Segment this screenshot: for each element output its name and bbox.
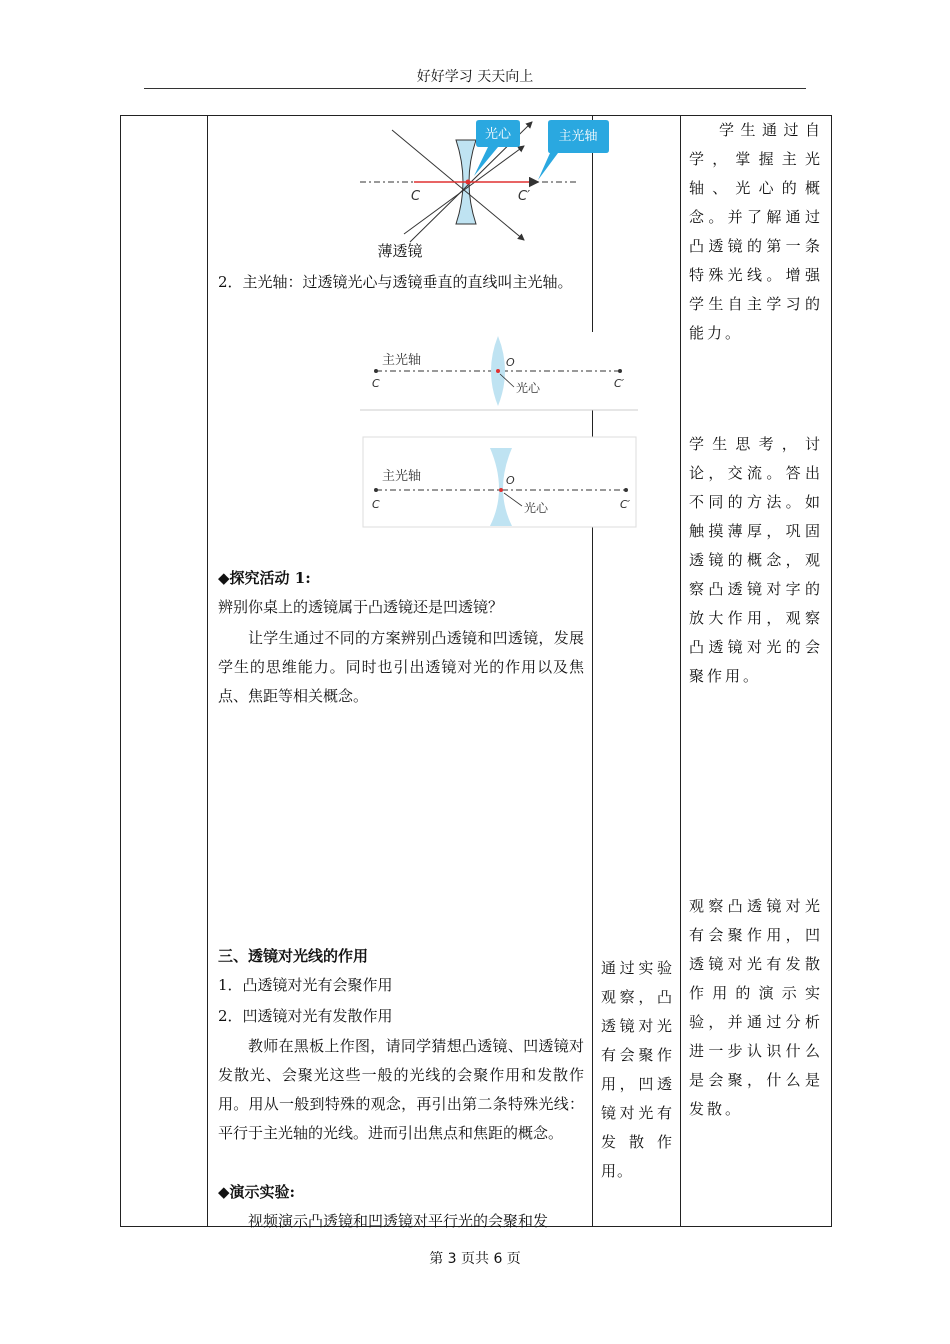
- thin-lens-diagram: [208, 116, 598, 244]
- callout-center-label: 光心: [484, 127, 512, 142]
- teacher-explanation: 教师在黑板上作图，请同学猜想凸透镜、凹透镜对发散光、会聚光这些一般的光线的会聚作用和发散作用。用从一般到特殊的观念，再引出第二条特殊光线：平行于主光轴的光线。进而引出焦点和焦距的概念。: [218, 1037, 584, 1142]
- demo-text: 视频演示凸透镜和凹透镜对平行光的会聚和发: [248, 1212, 549, 1230]
- principal-axis-definition: 2．主光轴：过透镜光心与透镜垂直的直线叫主光轴。: [218, 273, 573, 291]
- focal-point-c-prime-label: C′: [518, 189, 531, 204]
- explore-activity-title: ◆探究活动 1:: [218, 569, 311, 587]
- optical-center-dot: [466, 180, 471, 185]
- intent-column: [681, 116, 832, 1227]
- page-footer: 第 3 页共 6 页: [429, 1251, 521, 1267]
- o-label: O: [506, 474, 515, 487]
- optical-center-dot: [499, 488, 503, 492]
- focal-point-c-prime-label: C′: [620, 498, 631, 511]
- o-label: O: [506, 356, 515, 369]
- activity-note: 通过实验观察，凸透镜对光有会聚作用，凹透镜对光有发散作用。: [601, 959, 673, 1180]
- figure-caption: 薄透镜: [377, 242, 423, 260]
- design-intent-note: 学生通过自学，掌握主光轴、光心的概念。并了解通过凸透镜的第一条特殊光线。增强学生自主学习的能力。: [689, 121, 823, 342]
- focal-point-dot: [374, 488, 378, 492]
- demo-title: ◆演示实验:: [218, 1183, 296, 1201]
- section-title: 三、透镜对光线的作用: [218, 947, 369, 965]
- optical-center-label: 光心: [516, 381, 541, 395]
- concave-lens-diagram: [208, 434, 631, 530]
- focal-point-dot: [374, 369, 378, 373]
- focal-point-c-label: C: [411, 189, 421, 204]
- explore-body: 让学生通过不同的方案辨别凸透镜和凹透镜，发展学生的思维能力。同时也引出透镜对光的作用以及焦点、焦距等相关概念。: [218, 629, 584, 705]
- convex-lens-diagram: [208, 332, 625, 412]
- list-item: 1．凸透镜对光有会聚作用: [218, 976, 393, 994]
- page-header: 好好学习 天天向上: [416, 69, 534, 85]
- blank-column: [121, 116, 208, 1227]
- list-item: 2．凹透镜对光有发散作用: [218, 1007, 393, 1025]
- focal-point-c-label: C: [372, 498, 380, 511]
- main-content-cell: [208, 116, 631, 1230]
- optical-center-dot: [496, 369, 500, 373]
- lesson-table: [120, 115, 832, 1230]
- callout-axis-label: 主光轴: [558, 129, 598, 144]
- table-row: [121, 116, 832, 1227]
- activity-column: [593, 116, 681, 1227]
- axis-label: 主光轴: [382, 353, 422, 368]
- design-intent-note: 学生思考，讨论，交流。答出不同的方法。如触摸薄厚，巩固透镜的概念，观察凸透镜对字的放大作用，观察凸透镜对光的会聚作用。: [689, 435, 823, 685]
- design-intent-note: 观察凸透镜对光有会聚作用，凹透镜对光有发散作用的演示实验，并通过分析进一步认识什么是会聚，什么是发散。: [689, 897, 823, 1118]
- optical-center-label: 光心: [524, 501, 549, 515]
- axis-label: 主光轴: [382, 469, 422, 484]
- focal-point-c-label: C: [372, 377, 380, 390]
- explore-question: 辨别你桌上的透镜属于凸透镜还是凹透镜？: [218, 598, 504, 616]
- header-divider: [144, 88, 806, 89]
- focal-point-c-prime-label: C′: [614, 377, 625, 390]
